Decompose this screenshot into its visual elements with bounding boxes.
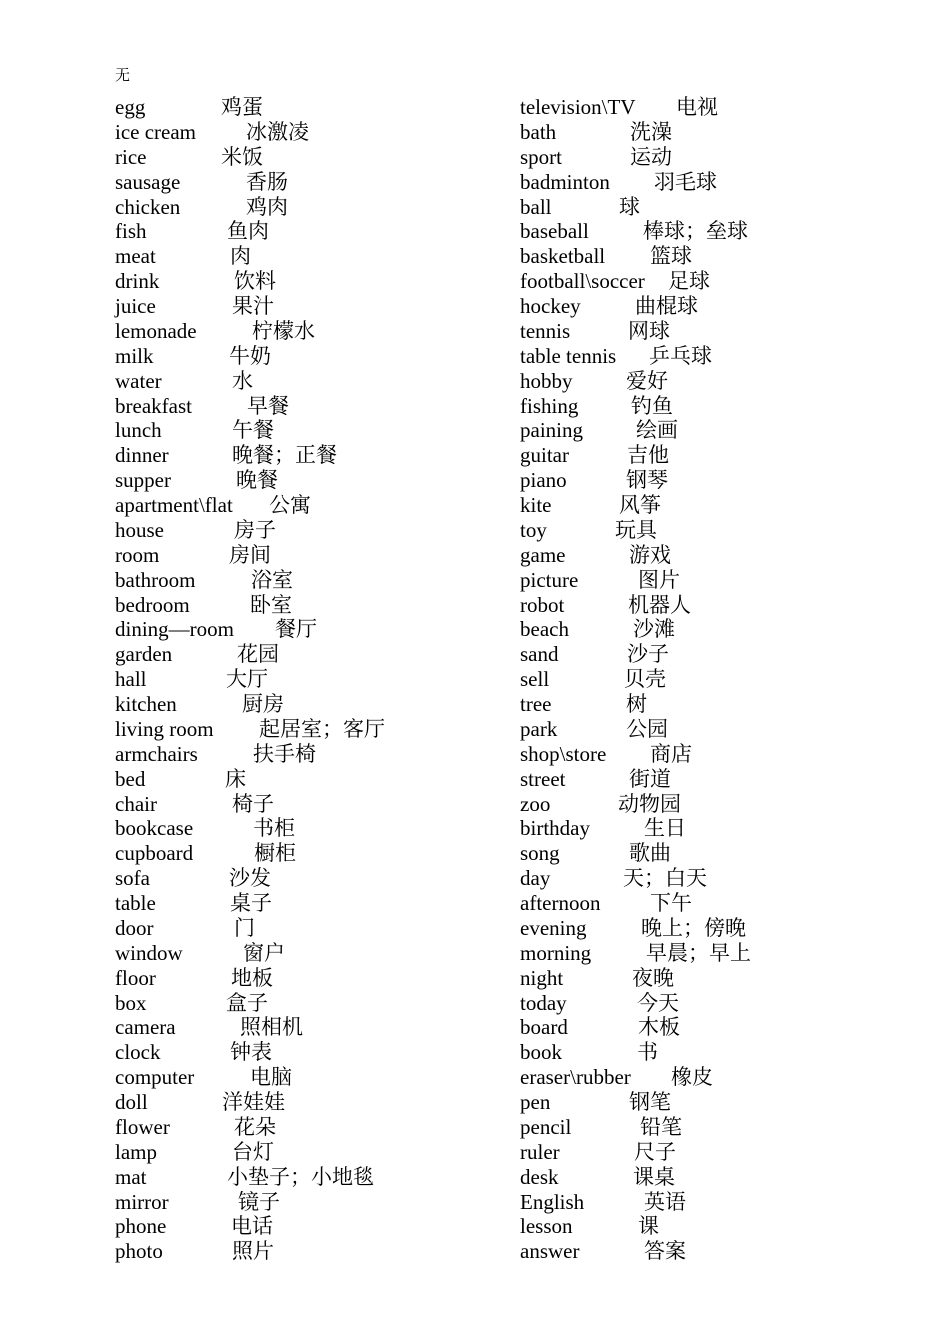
vocab-row-left xyxy=(115,1115,515,1140)
vocab-chinese: 晚餐 xyxy=(236,468,278,493)
vocab-row-right xyxy=(520,418,920,443)
vocab-english: bedroom xyxy=(115,592,190,617)
vocab-row-right xyxy=(520,841,920,866)
vocab-row-right xyxy=(520,170,920,195)
vocab-english: desk xyxy=(520,1164,559,1189)
vocab-row-left xyxy=(115,418,515,443)
vocab-row-left xyxy=(115,816,515,841)
vocab-column-right xyxy=(520,95,920,1264)
vocab-row-right xyxy=(520,642,920,667)
vocab-english: sport xyxy=(520,144,562,169)
vocab-row-right xyxy=(520,617,920,642)
vocab-english: chicken xyxy=(115,194,181,219)
vocab-english: drink xyxy=(115,269,160,294)
vocab-chinese: 起居室；客厅 xyxy=(259,716,385,741)
vocab-chinese: 门 xyxy=(234,915,255,940)
vocab-row-left xyxy=(115,642,515,667)
vocab-english: doll xyxy=(115,1090,148,1114)
vocab-chinese: 铅笔 xyxy=(640,1114,682,1139)
vocab-row-right xyxy=(520,767,920,792)
vocab-english: milk xyxy=(115,343,154,368)
vocab-chinese: 曲棍球 xyxy=(635,294,698,318)
vocab-english: today xyxy=(520,990,567,1015)
vocab-row-left xyxy=(115,568,515,593)
vocab-chinese: 动物园 xyxy=(618,791,681,816)
vocab-chinese: 鸡肉 xyxy=(246,194,288,219)
vocab-row-left xyxy=(115,717,515,742)
vocab-english: game xyxy=(520,542,566,567)
vocab-row-right xyxy=(520,866,920,891)
vocab-english: juice xyxy=(115,294,156,318)
vocab-english: fishing xyxy=(520,393,579,418)
vocab-chinese: 电视 xyxy=(676,95,718,119)
vocab-chinese: 书柜 xyxy=(253,816,295,841)
vocab-row-right xyxy=(520,1239,920,1264)
vocab-row-right xyxy=(520,941,920,966)
vocab-chinese: 乒乓球 xyxy=(649,343,712,368)
vocab-english: table tennis xyxy=(520,343,617,368)
vocab-chinese: 鸡蛋 xyxy=(221,95,263,119)
vocab-english: bookcase xyxy=(115,816,194,841)
vocab-row-left xyxy=(115,1140,515,1165)
vocab-row-right xyxy=(520,792,920,817)
vocab-english: birthday xyxy=(520,816,590,841)
vocab-chinese: 盒子 xyxy=(226,990,268,1015)
vocab-column-left xyxy=(115,95,515,1264)
vocab-row-right xyxy=(520,1190,920,1215)
vocab-row-left xyxy=(115,95,515,120)
vocab-row-right xyxy=(520,1115,920,1140)
vocab-english: tree xyxy=(520,692,552,716)
vocab-chinese: 吉他 xyxy=(627,443,669,468)
vocab-row-left xyxy=(115,195,515,220)
vocab-english: clock xyxy=(115,1040,161,1065)
vocab-row-right xyxy=(520,742,920,767)
vocab-row-left xyxy=(115,145,515,170)
vocab-english: camera xyxy=(115,1015,176,1040)
vocab-chinese: 运动 xyxy=(630,144,672,169)
vocab-row-right xyxy=(520,593,920,618)
vocab-row-right xyxy=(520,1165,920,1190)
vocab-english: lamp xyxy=(115,1139,157,1164)
vocab-row-right xyxy=(520,891,920,916)
vocab-english: guitar xyxy=(520,443,569,468)
vocab-row-right xyxy=(520,443,920,468)
vocab-english: bathroom xyxy=(115,567,196,592)
vocab-chinese: 今天 xyxy=(637,990,679,1015)
vocab-english: answer xyxy=(520,1239,580,1264)
vocab-chinese: 钢琴 xyxy=(626,468,668,493)
vocab-chinese: 水 xyxy=(232,368,253,393)
vocab-english: armchairs xyxy=(115,741,198,766)
vocab-chinese: 米饭 xyxy=(221,144,263,169)
vocab-row-left xyxy=(115,1239,515,1264)
vocab-chinese: 花朵 xyxy=(234,1114,276,1139)
vocab-row-left xyxy=(115,891,515,916)
vocab-chinese: 椅子 xyxy=(232,791,274,816)
vocab-english: English xyxy=(520,1189,585,1214)
vocab-english: bath xyxy=(520,119,557,144)
vocab-chinese: 下午 xyxy=(650,891,692,915)
vocab-row-left xyxy=(115,1165,515,1190)
vocab-english: phone xyxy=(115,1214,167,1239)
vocab-english: day xyxy=(520,866,551,891)
vocab-english: supper xyxy=(115,468,171,493)
vocab-english: board xyxy=(520,1015,568,1040)
vocab-row-right xyxy=(520,1065,920,1090)
vocab-chinese: 树 xyxy=(626,692,647,716)
vocab-chinese: 图片 xyxy=(638,567,680,592)
vocab-row-left xyxy=(115,742,515,767)
vocab-english: book xyxy=(520,1040,562,1065)
vocab-chinese: 橱柜 xyxy=(254,841,296,866)
vocab-chinese: 棒球；垒球 xyxy=(643,219,748,244)
vocab-row-right xyxy=(520,816,920,841)
vocab-row-left xyxy=(115,369,515,394)
vocab-english: chair xyxy=(115,791,157,816)
vocab-english: dining—room xyxy=(115,617,234,642)
vocab-english: fish xyxy=(115,219,147,244)
vocab-row-left xyxy=(115,593,515,618)
vocab-chinese: 冰激凌 xyxy=(246,119,309,144)
vocab-english: dinner xyxy=(115,443,169,468)
vocab-row-right xyxy=(520,717,920,742)
vocab-row-left xyxy=(115,294,515,319)
vocab-chinese: 网球 xyxy=(628,318,670,343)
vocab-chinese: 地板 xyxy=(231,965,273,990)
vocab-english: cupboard xyxy=(115,841,194,866)
vocab-row-right xyxy=(520,120,920,145)
vocab-chinese: 照片 xyxy=(232,1239,274,1264)
vocab-row-left xyxy=(115,916,515,941)
vocab-chinese: 花园 xyxy=(237,642,279,667)
vocab-row-right xyxy=(520,145,920,170)
vocab-chinese: 饮料 xyxy=(234,269,276,294)
vocab-english: ice cream xyxy=(115,119,197,144)
vocab-chinese: 小垫子；小地毯 xyxy=(227,1164,374,1189)
vocab-row-left xyxy=(115,1214,515,1239)
vocab-english: toy xyxy=(520,517,547,542)
vocab-row-right xyxy=(520,195,920,220)
vocab-chinese: 桌子 xyxy=(230,891,272,915)
vocab-english: window xyxy=(115,940,183,965)
vocab-english: floor xyxy=(115,965,156,990)
vocab-chinese: 窗户 xyxy=(243,940,285,965)
page-header: 无 xyxy=(115,68,131,84)
vocab-chinese: 商店 xyxy=(650,741,692,766)
vocab-row-left xyxy=(115,394,515,419)
vocab-row-right xyxy=(520,369,920,394)
vocab-chinese: 果汁 xyxy=(232,294,274,318)
vocab-row-right xyxy=(520,991,920,1016)
vocab-english: basketball xyxy=(520,244,606,269)
vocab-english: house xyxy=(115,517,164,542)
vocab-chinese: 羽毛球 xyxy=(654,169,717,194)
vocab-english: zoo xyxy=(520,791,551,816)
vocab-chinese: 电话 xyxy=(231,1214,273,1239)
vocab-chinese: 足球 xyxy=(668,269,710,294)
vocab-english: table xyxy=(115,891,156,915)
vocab-english: television\TV xyxy=(520,95,636,119)
vocab-row-right xyxy=(520,568,920,593)
vocab-row-right xyxy=(520,692,920,717)
vocab-row-left xyxy=(115,1190,515,1215)
vocab-chinese: 洋娃娃 xyxy=(222,1090,285,1114)
vocab-english: lesson xyxy=(520,1214,573,1239)
vocab-english: mirror xyxy=(115,1189,169,1214)
vocab-english: breakfast xyxy=(115,393,192,418)
vocab-chinese: 午餐 xyxy=(232,418,274,443)
vocab-english: park xyxy=(520,716,558,741)
vocab-chinese: 生日 xyxy=(644,816,686,841)
vocab-chinese: 书 xyxy=(637,1040,658,1065)
vocab-english: bed xyxy=(115,766,146,791)
vocab-row-left xyxy=(115,941,515,966)
vocab-chinese: 尺子 xyxy=(634,1139,676,1164)
vocab-chinese: 课桌 xyxy=(633,1164,675,1189)
vocab-chinese: 天；白天 xyxy=(623,866,707,891)
vocab-english: eraser\rubber xyxy=(520,1065,631,1090)
vocab-english: door xyxy=(115,915,154,940)
vocab-row-right xyxy=(520,269,920,294)
vocab-row-right xyxy=(520,344,920,369)
vocab-chinese: 机器人 xyxy=(628,592,691,617)
vocab-row-left xyxy=(115,617,515,642)
vocab-english: pen xyxy=(520,1090,551,1114)
vocab-chinese: 夜晚 xyxy=(632,965,674,990)
vocab-english: sell xyxy=(520,667,550,692)
vocab-chinese: 台灯 xyxy=(232,1139,274,1164)
vocab-row-right xyxy=(520,1015,920,1040)
vocab-row-left xyxy=(115,1090,515,1115)
vocab-english: beach xyxy=(520,617,569,642)
vocab-row-left xyxy=(115,966,515,991)
vocab-row-right xyxy=(520,319,920,344)
vocab-chinese: 篮球 xyxy=(650,244,692,269)
vocab-english: song xyxy=(520,841,560,866)
vocab-chinese: 早晨；早上 xyxy=(646,940,751,965)
vocab-row-left xyxy=(115,767,515,792)
vocab-row-right xyxy=(520,468,920,493)
vocab-english: badminton xyxy=(520,169,610,194)
vocab-english: box xyxy=(115,990,147,1015)
vocab-chinese: 橡皮 xyxy=(671,1065,713,1090)
vocab-english: hobby xyxy=(520,368,573,393)
vocab-chinese: 钓鱼 xyxy=(631,393,673,418)
vocab-row-left xyxy=(115,219,515,244)
vocab-chinese: 早餐 xyxy=(247,393,289,418)
vocab-chinese: 肉 xyxy=(230,244,251,269)
vocab-row-left xyxy=(115,120,515,145)
vocab-row-left xyxy=(115,792,515,817)
vocab-english: paining xyxy=(520,418,583,443)
vocab-row-left xyxy=(115,170,515,195)
vocab-english: hall xyxy=(115,667,147,692)
vocab-chinese: 爱好 xyxy=(626,368,668,393)
vocab-row-left xyxy=(115,543,515,568)
vocab-row-left xyxy=(115,692,515,717)
vocab-english: computer xyxy=(115,1065,195,1090)
vocab-row-right xyxy=(520,916,920,941)
vocab-chinese: 绘画 xyxy=(636,418,678,443)
vocab-row-right xyxy=(520,543,920,568)
vocab-english: egg xyxy=(115,95,146,119)
vocab-row-right xyxy=(520,1214,920,1239)
vocab-chinese: 贝壳 xyxy=(624,667,666,692)
vocab-chinese: 课 xyxy=(638,1214,659,1239)
vocab-row-left xyxy=(115,443,515,468)
vocab-row-left xyxy=(115,991,515,1016)
vocab-english: meat xyxy=(115,244,156,269)
vocab-english: garden xyxy=(115,642,173,667)
vocab-chinese: 扶手椅 xyxy=(253,741,316,766)
vocab-chinese: 钢笔 xyxy=(629,1090,671,1114)
vocab-chinese: 香肠 xyxy=(246,169,288,194)
vocab-row-right xyxy=(520,1090,920,1115)
vocab-row-right xyxy=(520,493,920,518)
vocab-english: flower xyxy=(115,1114,170,1139)
vocab-chinese: 晚上；傍晚 xyxy=(641,915,746,940)
vocab-row-left xyxy=(115,244,515,269)
vocab-chinese: 镜子 xyxy=(238,1189,280,1214)
vocab-row-right xyxy=(520,966,920,991)
vocab-chinese: 沙滩 xyxy=(633,617,675,642)
vocab-row-right xyxy=(520,667,920,692)
vocab-english: tennis xyxy=(520,318,571,343)
vocab-row-right xyxy=(520,394,920,419)
vocab-chinese: 沙子 xyxy=(627,642,669,667)
vocab-english: lunch xyxy=(115,418,162,443)
vocab-chinese: 床 xyxy=(225,766,246,791)
vocab-chinese: 厨房 xyxy=(242,692,284,716)
vocab-row-right xyxy=(520,244,920,269)
vocab-english: evening xyxy=(520,915,587,940)
vocab-chinese: 房间 xyxy=(229,542,271,567)
vocab-row-left xyxy=(115,1015,515,1040)
vocab-row-left xyxy=(115,518,515,543)
vocab-english: piano xyxy=(520,468,567,493)
vocab-chinese: 大厅 xyxy=(226,667,268,692)
vocab-english: afternoon xyxy=(520,891,601,915)
vocab-chinese: 英语 xyxy=(644,1189,686,1214)
vocab-row-left xyxy=(115,1065,515,1090)
vocab-english: sand xyxy=(520,642,559,667)
vocab-chinese: 晚餐；正餐 xyxy=(232,443,337,468)
vocab-row-left xyxy=(115,344,515,369)
vocab-row-right xyxy=(520,95,920,120)
vocab-chinese: 浴室 xyxy=(251,567,293,592)
vocab-english: morning xyxy=(520,940,592,965)
vocab-chinese: 风筝 xyxy=(619,493,661,517)
vocab-english: sausage xyxy=(115,169,181,194)
vocab-chinese: 钟表 xyxy=(230,1040,272,1065)
vocab-english: pencil xyxy=(520,1114,572,1139)
vocab-row-left xyxy=(115,493,515,518)
vocab-row-left xyxy=(115,866,515,891)
vocab-chinese: 牛奶 xyxy=(229,343,271,368)
vocab-chinese: 游戏 xyxy=(629,542,671,567)
vocab-chinese: 卧室 xyxy=(250,592,292,617)
vocab-row-right xyxy=(520,1040,920,1065)
vocab-chinese: 玩具 xyxy=(615,517,657,542)
vocab-english: baseball xyxy=(520,219,589,244)
vocab-chinese: 歌曲 xyxy=(629,841,671,866)
vocab-chinese: 洗澡 xyxy=(630,119,672,144)
vocab-english: water xyxy=(115,368,162,393)
vocab-english: picture xyxy=(520,567,579,592)
vocab-chinese: 公寓 xyxy=(269,493,311,517)
vocab-english: shop\store xyxy=(520,741,607,766)
vocab-english: street xyxy=(520,766,566,791)
vocab-english: kitchen xyxy=(115,692,177,716)
vocab-english: ruler xyxy=(520,1139,560,1164)
vocab-chinese: 木板 xyxy=(638,1015,680,1040)
vocab-chinese: 公园 xyxy=(626,716,668,741)
vocab-english: photo xyxy=(115,1239,163,1264)
vocab-row-right xyxy=(520,219,920,244)
vocab-row-right xyxy=(520,294,920,319)
vocab-english: kite xyxy=(520,493,552,517)
vocab-chinese: 照相机 xyxy=(240,1015,303,1040)
vocab-row-right xyxy=(520,1140,920,1165)
vocab-chinese: 答案 xyxy=(644,1239,686,1264)
vocab-chinese: 街道 xyxy=(629,766,671,791)
vocab-english: football\soccer xyxy=(520,269,645,294)
vocab-row-left xyxy=(115,1040,515,1065)
vocab-row-left xyxy=(115,667,515,692)
vocab-english: living room xyxy=(115,716,214,741)
vocab-chinese: 球 xyxy=(619,194,640,219)
vocab-row-left xyxy=(115,841,515,866)
vocab-chinese: 电脑 xyxy=(250,1065,292,1090)
vocab-row-left xyxy=(115,269,515,294)
vocab-english: night xyxy=(520,965,564,990)
vocab-row-left xyxy=(115,319,515,344)
vocab-chinese: 柠檬水 xyxy=(252,318,315,343)
vocab-row-left xyxy=(115,468,515,493)
vocab-english: apartment\flat xyxy=(115,493,233,517)
vocab-chinese: 餐厅 xyxy=(275,617,317,642)
vocab-english: rice xyxy=(115,144,147,169)
vocab-english: lemonade xyxy=(115,318,197,343)
vocab-english: ball xyxy=(520,194,552,219)
vocab-chinese: 房子 xyxy=(234,517,276,542)
vocab-english: hockey xyxy=(520,294,581,318)
vocab-english: room xyxy=(115,542,160,567)
vocab-english: sofa xyxy=(115,866,150,891)
vocab-chinese: 沙发 xyxy=(229,866,271,891)
vocab-english: robot xyxy=(520,592,565,617)
vocab-english: mat xyxy=(115,1164,147,1189)
vocab-row-right xyxy=(520,518,920,543)
vocab-chinese: 鱼肉 xyxy=(227,219,269,244)
